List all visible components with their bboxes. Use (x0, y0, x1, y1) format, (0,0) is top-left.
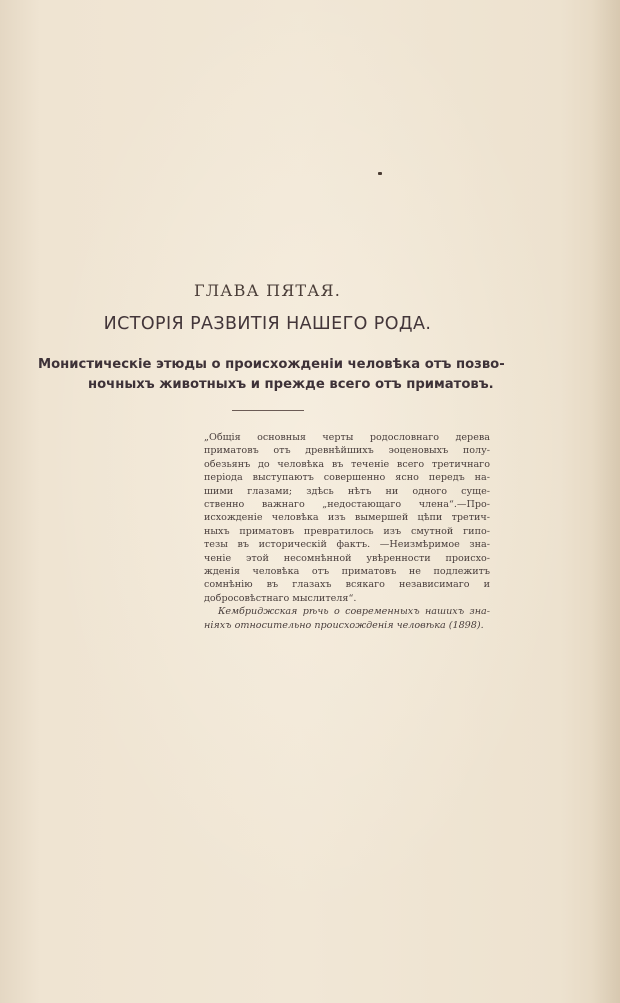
epigraph-line: жденія человѣка отъ приматовъ не подлежитъ (204, 566, 490, 578)
epigraph-source: Кембриджская рѣчь о современныхъ нашихъ зна- (218, 606, 490, 618)
subtitle-line: Монистическіе этюды о происхожденіи человѣка отъ позво- (38, 357, 505, 372)
epigraph-line: періода выступаютъ совершенно ясно передъ на- (204, 472, 490, 484)
epigraph-line: тезы въ историческій фактъ. —Неизмѣримое зна- (204, 539, 490, 551)
epigraph-line: шими глазами; здѣсь нѣтъ ни одного суще- (204, 485, 490, 497)
chapter-subtitle (38, 355, 505, 395)
ink-speck (378, 172, 382, 175)
epigraph-line: исхожденіе человѣка изъ вымершей цѣпи третич- (204, 512, 490, 524)
chapter-label: ГЛАВА ПЯТАЯ. (193, 281, 342, 300)
epigraph-source: ніяхъ относительно происхожденія человѣка (1898). (204, 619, 484, 631)
section-divider (232, 410, 304, 411)
epigraph-line: сомнѣнію въ глазахъ всякаго независимаго и (204, 579, 490, 591)
epigraph-line: приматовъ отъ древнѣйшихъ эоценовыхъ полу- (204, 445, 490, 457)
epigraph-line: добросовѣстнаго мыслителя“. (204, 592, 357, 604)
epigraph (204, 431, 490, 632)
epigraph-line: обезьянъ до человѣка въ теченіе всего третичнаго (204, 458, 490, 470)
epigraph-line: ныхъ приматовъ превратилось изъ смутной гипо- (204, 525, 490, 537)
page-edge-shadow (592, 0, 620, 1003)
epigraph-line: „Общія основныя черты родословнаго дерева (204, 432, 490, 443)
chapter-title: ИСТОРІЯ РАЗВИТІЯ НАШЕГО РОДА. (103, 314, 432, 334)
subtitle-line: ночныхъ животныхъ и прежде всего отъ приматовъ. (88, 377, 494, 392)
epigraph-line: ственно важнаго „недостающаго члена“.—Про- (204, 499, 490, 511)
epigraph-line: ченіе этой несомнѣнной увѣренности происхо- (204, 552, 490, 564)
